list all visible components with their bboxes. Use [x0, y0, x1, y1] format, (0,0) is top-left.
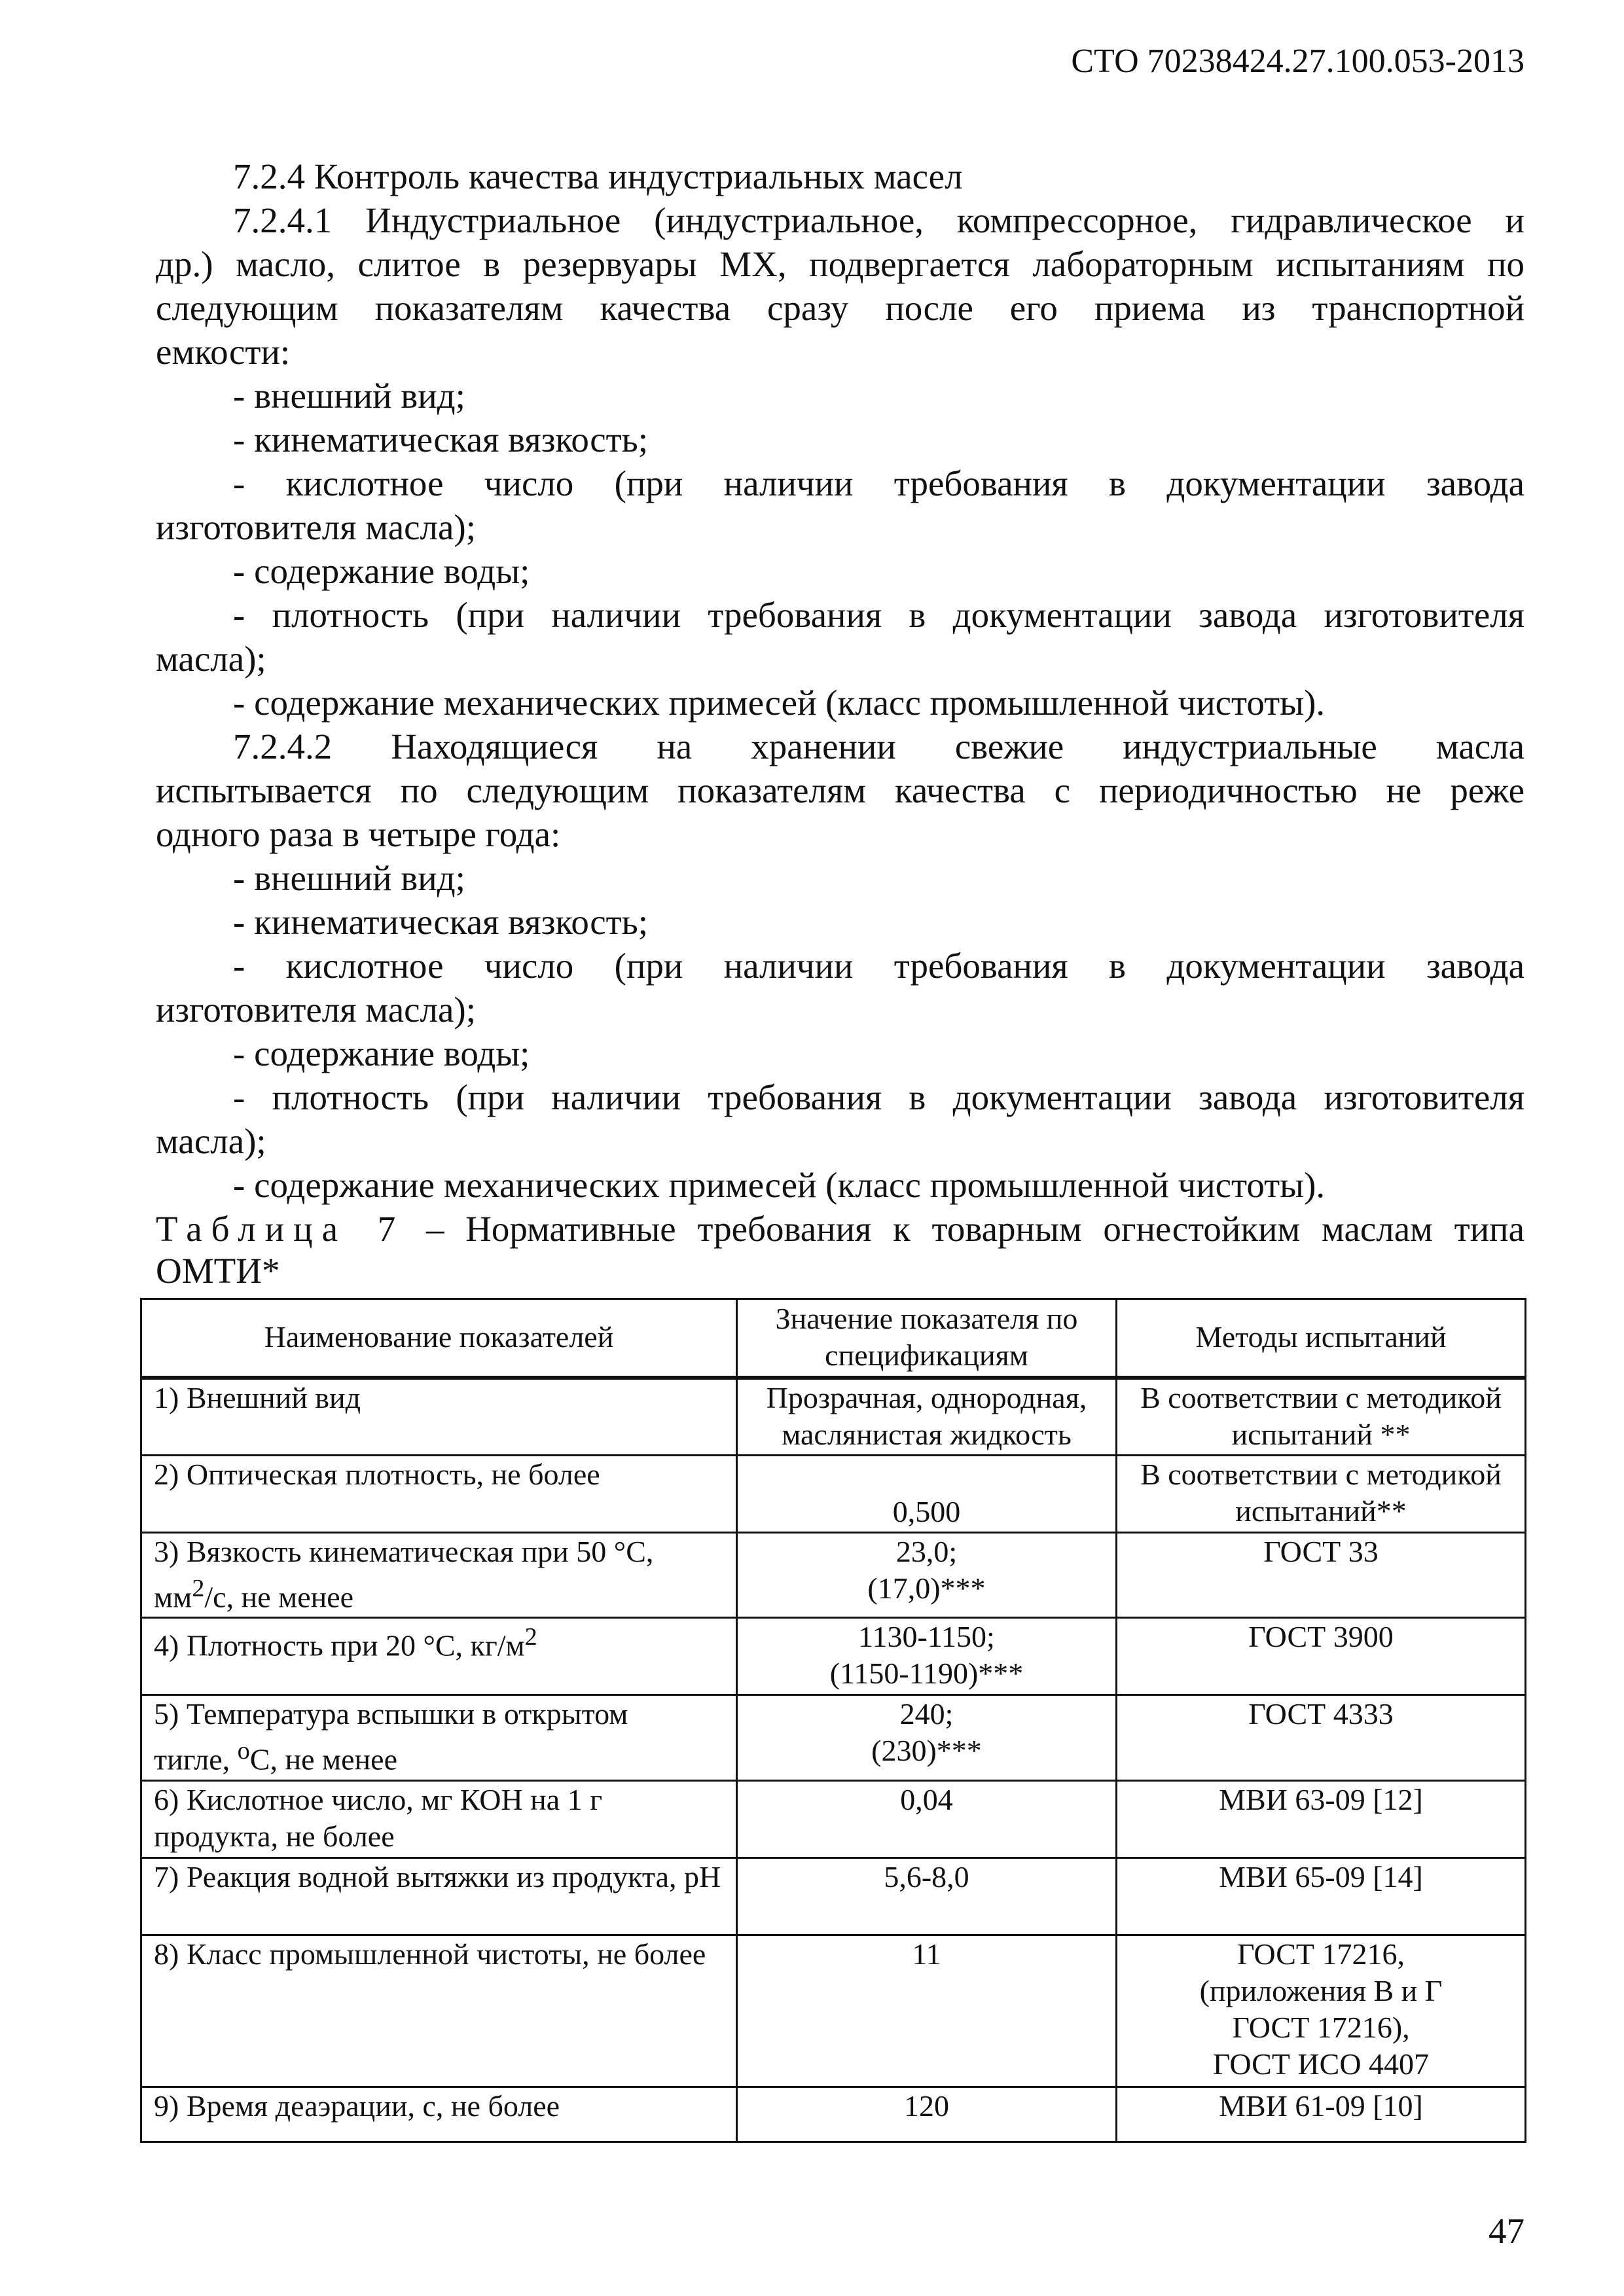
cell-method-part: ГОСТ 17216, — [1236, 1937, 1405, 1971]
cell-name-part: /с, не менее — [204, 1580, 354, 1614]
cell-name — [141, 1618, 737, 1695]
paragraph-line: емкости: — [156, 332, 291, 372]
list-item: - кислотное число (при наличии требования в документации завода — [233, 946, 1525, 986]
superscript: о — [237, 1737, 250, 1765]
cell-name: 1) Внешний вид — [141, 1378, 737, 1456]
table-row — [141, 1533, 1526, 1618]
cell-name-part: 4) Плотность при 20 °С, кг/м — [154, 1628, 525, 1662]
list-item: - внешний вид; — [233, 376, 465, 416]
cell-method: ГОСТ 4333 — [1117, 1695, 1526, 1780]
cell-name-part: мм — [154, 1580, 192, 1614]
table-row — [141, 1378, 1526, 1456]
cell-value: 5,6-8,0 — [737, 1857, 1117, 1935]
table-row — [141, 1780, 1526, 1857]
cell-method: МВИ 65-09 [14] — [1117, 1857, 1526, 1935]
cell-method-part: ГОСТ 17216), — [1232, 2010, 1410, 2044]
cell-value — [737, 1533, 1117, 1618]
paragraph-line: 7.2.4.2 Находящиеся на хранении свежие индустриальные масла — [233, 726, 1525, 766]
list-item-continuation: изготовителя масла); — [156, 990, 476, 1030]
table-header-row — [141, 1299, 1526, 1378]
cell-value: 11 — [737, 1935, 1117, 2087]
cell-value — [737, 1695, 1117, 1780]
requirements-table — [140, 1298, 1526, 2143]
cell-value: 120 — [737, 2087, 1117, 2142]
cell-value-part: 240; — [899, 1697, 954, 1731]
cell-value-part: 23,0; — [895, 1535, 958, 1568]
column-header: Наименование показателей — [141, 1299, 737, 1378]
list-item-continuation: масла); — [156, 1121, 266, 1161]
table-row — [141, 2087, 1526, 2142]
superscript: 2 — [524, 1623, 537, 1651]
cell-value-part: 1130-1150; — [858, 1620, 995, 1654]
cell-method: В соответствии с методикой испытаний ** — [1117, 1378, 1526, 1456]
list-item: - плотность (при наличии требования в документации завода изготовителя — [233, 1077, 1525, 1117]
cell-name: 2) Оптическая плотность, не более — [141, 1456, 737, 1533]
cell-method: МВИ 61-09 [10] — [1117, 2087, 1526, 2142]
cell-name: 8) Класс промышленной чистоты, не более — [141, 1935, 737, 2087]
cell-value: 0,04 — [737, 1780, 1117, 1857]
table-row — [141, 1456, 1526, 1533]
cell-name — [141, 1695, 737, 1780]
section-heading: 7.2.4 Контроль качества индустриальных масел — [233, 156, 963, 196]
column-header: Значение показателя по спецификациям — [737, 1299, 1117, 1378]
cell-name-part: тигле, — [154, 1742, 238, 1776]
list-item-continuation: изготовителя масла); — [156, 507, 476, 547]
list-item: - содержание воды; — [233, 1033, 530, 1073]
cell-value-part: (230)*** — [871, 1734, 982, 1768]
page-number: 47 — [1489, 2211, 1525, 2251]
list-item-continuation: масла); — [156, 639, 266, 679]
cell-method-part: (приложения В и Г — [1199, 1973, 1443, 2007]
table-caption-label: Таблица 7 — [156, 1209, 405, 1249]
cell-value: 0,500 — [737, 1456, 1117, 1533]
table-caption-line2: ОМТИ* — [156, 1251, 280, 1291]
cell-name: 6) Кислотное число, мг КОН на 1 г продукта, не более — [141, 1780, 737, 1857]
cell-method: ГОСТ 3900 — [1117, 1618, 1526, 1695]
table-caption — [156, 1207, 1525, 1251]
list-item: - содержание воды; — [233, 551, 530, 591]
paragraph-line: др.) масло, слитое в резервуары МХ, подвергается лабораторным испытаниям по — [156, 244, 1525, 284]
cell-method: МВИ 63-09 [12] — [1117, 1780, 1526, 1857]
column-header: Методы испытаний — [1117, 1299, 1526, 1378]
cell-name: 9) Время деаэрации, с, не более — [141, 2087, 737, 2142]
cell-value-part: (17,0)*** — [867, 1571, 986, 1605]
list-item: - внешний вид; — [233, 858, 465, 898]
list-item: - содержание механических примесей (класс промышленной чистоты). — [233, 1165, 1326, 1205]
paragraph-line: испытывается по следующим показателям качества с периодичностью не реже — [156, 770, 1525, 810]
paragraph-line: 7.2.4.1 Индустриальное (индустриальное, компрессорное, гидравлическое и — [233, 200, 1525, 240]
table-row — [141, 1695, 1526, 1780]
table-row — [141, 1935, 1526, 2087]
table-row — [141, 1857, 1526, 1935]
cell-value — [737, 1618, 1117, 1695]
paragraph-line: следующим показателям качества сразу после его приема из транспортной — [156, 288, 1525, 328]
cell-name — [141, 1533, 737, 1618]
cell-name: 7) Реакция водной вытяжки из продукта, pH — [141, 1857, 737, 1935]
cell-name-part: 5) Температура вспышки в открытом — [154, 1697, 628, 1731]
cell-name-part: 3) Вязкость кинематическая при 50 °С, — [154, 1535, 654, 1568]
list-item: - плотность (при наличии требования в документации завода изготовителя — [233, 595, 1525, 635]
table-row — [141, 1618, 1526, 1695]
list-item: - кислотное число (при наличии требования в документации завода — [233, 463, 1525, 503]
cell-method — [1117, 1935, 1526, 2087]
cell-method: ГОСТ 33 — [1117, 1533, 1526, 1618]
superscript: 2 — [192, 1575, 205, 1602]
cell-name-part: С, не менее — [249, 1742, 397, 1776]
paragraph-line: одного раза в четыре года: — [156, 814, 561, 854]
list-item: - содержание механических примесей (класс промышленной чистоты). — [233, 683, 1326, 723]
document-code-header: СТО 70238424.27.100.053-2013 — [1071, 43, 1525, 80]
cell-method: В соответствии с методикой испытаний** — [1117, 1456, 1526, 1533]
cell-value: Прозрачная, однородная, маслянистая жидкость — [737, 1378, 1117, 1456]
table-caption-text: – Нормативные требования к товарным огнестойким маслам типа — [405, 1209, 1525, 1249]
cell-method-part: ГОСТ ИСО 4407 — [1212, 2047, 1430, 2081]
list-item: - кинематическая вязкость; — [233, 420, 649, 459]
cell-value-part: (1150-1190)*** — [829, 1657, 1024, 1691]
list-item: - кинематическая вязкость; — [233, 902, 649, 942]
